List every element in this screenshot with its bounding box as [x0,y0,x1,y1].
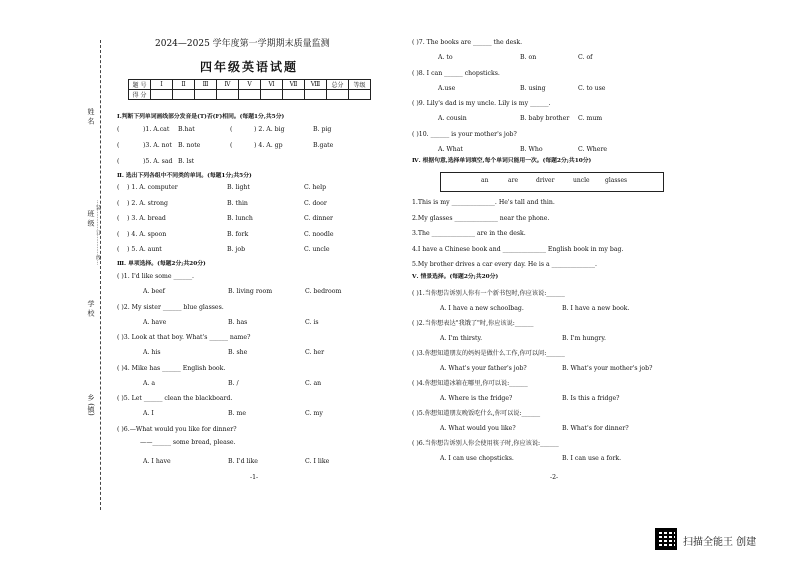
choice-option: B. I'm hungry. [562,335,606,342]
phonics-item: B. note [178,142,201,149]
word-bank-word: glasses [605,177,628,184]
choice-option: B. fork [227,230,249,238]
answer-bracket: ( [117,230,120,238]
score-input[interactable] [239,90,261,100]
q6-line2: ——______ some bread, please. [140,439,236,446]
class-label: 班 级 [87,210,95,227]
seal-line-label: …装…………订…………线… [95,200,101,265]
score-input[interactable] [195,90,217,100]
page-number-2: -2- [550,474,559,481]
choice-option: ) 1. A. computer [127,184,178,191]
choice-option: B. job [227,246,246,253]
question-stem: ( )5.你想知道朋友晚饭吃什么,你可以说:______ [412,410,541,417]
choice-option: ) 3. A. bread [127,215,166,222]
answer-bracket: ( [117,184,120,191]
score-input[interactable] [151,90,173,100]
score-input[interactable] [305,90,327,100]
choice-option: B. I can use a fork. [562,455,622,462]
score-cell: Ⅴ [239,80,261,90]
section-3-title: Ⅲ. 单项选择。(每题2分;共20分) [117,261,206,267]
question-stem: ( )4.你想知道冰箱在哪里,你可以说:______ [412,380,528,387]
answer-bracket: ( [117,199,120,207]
fill-blank-sentence: 3.The ______________ are in the desk. [412,230,526,237]
choice-option: A. his [143,349,161,356]
choice-option: C. dinner [304,215,333,222]
choice-option: A. beef [143,288,165,295]
choice-option: B. she [228,349,248,356]
fill-blank-sentence: 5.My brother drives a car every day. He is a ______________. [412,261,597,268]
phonics-item: B.gate [313,142,334,149]
question-stem: ( )7. The books are ______ the desk. [412,39,523,46]
phonics-item: ( [117,126,120,133]
question-stem: ( )3. Look at that boy. What's ______ name? [117,334,251,341]
word-bank [440,172,664,192]
score-cell: Ⅵ [261,80,283,90]
word-bank-word: are [508,177,518,184]
section-2-title: Ⅱ. 选出下列各组中不同类的单词。(每题1分;共5分) [117,173,252,179]
choice-option: B. me [228,410,247,417]
choice-option: B. I'd like [228,457,258,465]
choice-option: A. have [143,318,167,326]
phonics-item: B. lst [178,158,195,165]
choice-option: B. living room [228,288,273,295]
choice-option: C. my [305,410,323,417]
choice-option: A. I'm thirsty. [440,335,483,342]
phonics-item: ( [230,126,233,133]
score-input[interactable] [261,90,283,100]
choice-option: A. I [143,410,154,417]
choice-option: A. a [143,379,156,387]
phonics-item: )3. A. not [143,142,172,149]
question-stem: ( )8. I can ______ chopsticks. [412,69,500,77]
choice-option: A. I can use chopsticks. [440,455,514,462]
choice-option: B. thin [227,199,248,207]
question-stem: ( )6.当你想告诉别人你会使用筷子时,你应该说:______ [412,440,559,447]
school-label: 学 校 [87,300,95,317]
choice-option: C. door [304,199,327,207]
section-5-title: Ⅴ. 情景选择。(每题2分;共20分) [412,274,499,280]
fill-blank-sentence: 2.My glasses ______________ near the phone. [412,214,550,222]
choice-option: A. cousin [438,115,467,122]
question-stem: ( )3.你想知道朋友的妈妈是做什么工作,你可以问:______ [412,350,565,357]
choice-option: C. an [305,379,322,387]
choice-option: C. mum [578,115,603,122]
choice-option: A. What would you like? [440,425,516,432]
qr-code-icon [655,528,677,550]
choice-option: C. of [578,54,593,61]
choice-option: B. on [520,54,537,61]
score-input[interactable] [173,90,195,100]
question-stem: ( )5. Let ______ clean the blackboard. [117,395,233,402]
page-number-1: -1- [250,474,259,481]
section-4-title: Ⅳ. 根据句意,选择单词填空,每个单词只能用一次。(每题2分;共10分) [412,158,592,164]
fill-blank-sentence: 4.I have a Chinese book and ______________ English book in my bag. [412,245,624,253]
score-cell: 总分 [327,80,349,90]
choice-option: C. Where [578,145,608,153]
choice-option: B. / [228,379,239,387]
phonics-item: )1. A.cat [143,126,170,133]
choice-option: A.use [438,84,456,92]
score-input[interactable] [327,90,349,100]
score-cell: 得 分 [129,90,151,100]
score-cell: Ⅰ [151,80,173,90]
choice-option: C. I like [305,457,330,465]
score-table [128,79,371,100]
phonics-item: ) 2. A. big [254,126,285,133]
choice-option: A. Where is the fridge? [440,395,513,402]
choice-option: C. is [305,318,319,326]
town-label: 乡 (镇) [87,394,95,416]
scanner-watermark: 扫描全能王 创建 [683,537,757,548]
phonics-item: ( [117,158,120,165]
phonics-item: B. pig [313,126,332,133]
question-stem: ( )2.当你想表达"我饿了"时,你应该说:______ [412,320,534,327]
word-bank-word: uncle [573,177,590,184]
choice-option: ) 5. A. aunt [127,246,162,253]
answer-bracket: ( [117,246,120,253]
word-bank-word: an [481,177,489,184]
phonics-item: )5. A. sad [143,158,173,165]
choice-option: C. help [304,184,327,191]
choice-option: B. baby brother [520,115,570,122]
choice-option: B. lunch [227,215,253,222]
score-cell: Ⅶ [283,80,305,90]
score-input[interactable] [349,90,371,100]
phonics-item: ( [230,142,233,149]
choice-option: B. Is this a fridge? [562,395,620,402]
phonics-item: ( [117,142,120,149]
question-stem: ( )10. ______ is your mother's job? [412,130,517,138]
choice-option: C. noodle [304,230,334,238]
choice-option: B. Who [520,145,543,153]
fill-blank-sentence: 1.This is my ______________. He's tall and thin. [412,199,555,206]
choice-option: A. to [438,54,453,61]
question-stem: ( )1.当你想告诉别人你有一个新书包时,你应该说:______ [412,290,565,297]
phonics-item: ) 4. A. gp [254,142,283,149]
score-input[interactable] [283,90,305,100]
question-stem: ( )1. I'd like some ______. [117,273,194,280]
question-stem: ( )2. My sister ______ blue glasses. [117,303,224,311]
score-input[interactable] [217,90,239,100]
choice-option: B. What's for dinner? [562,425,629,432]
phonics-item: B.hat [178,126,195,133]
score-cell: Ⅳ [217,80,239,90]
choice-option: A. I have [143,457,171,465]
choice-option: B. using [520,84,546,92]
score-cell: Ⅱ [173,80,195,90]
score-cell: Ⅲ [195,80,217,90]
choice-option: ) 2. A. strong [127,199,168,207]
choice-option: A. I have a new schoolbag. [440,305,524,312]
choice-option: B. I have a new book. [562,305,630,312]
choice-option: C. her [305,349,325,356]
choice-option: ) 4. A. spoon [127,230,167,238]
score-cell: 等级 [349,80,371,90]
choice-option: B. What's your mother's job? [562,365,653,372]
choice-option: C. to use [578,84,606,92]
question-stem: ( )4. Mike has ______ English book. [117,364,226,372]
name-label: 姓 名 [87,108,95,125]
page-title: 四年级英语试题 [200,60,299,74]
choice-option: C. uncle [304,246,330,253]
choice-option: A. What [438,145,463,153]
question-stem: ( )9. Lily's dad is my uncle. Lily is my ______. [412,100,551,107]
choice-option: A. What's your father's job? [440,365,527,372]
answer-bracket: ( [117,215,120,222]
question-stem: ( )6.—What would you like for dinner? [117,425,237,433]
choice-option: C. bedroom [305,288,342,295]
score-cell: Ⅷ [305,80,327,90]
binding-line [100,40,101,510]
year-title: 2024—2025 学年度第一学期期末质量监测 [155,39,330,49]
score-cell: 题 号 [129,80,151,90]
choice-option: B. light [227,184,250,191]
choice-option: B. has [228,318,248,326]
word-bank-word: driver [536,177,555,184]
section-1-title: Ⅰ.判断下列单词画线部分发音是(T)否(F)相同。(每题1分,共5分) [117,114,285,120]
